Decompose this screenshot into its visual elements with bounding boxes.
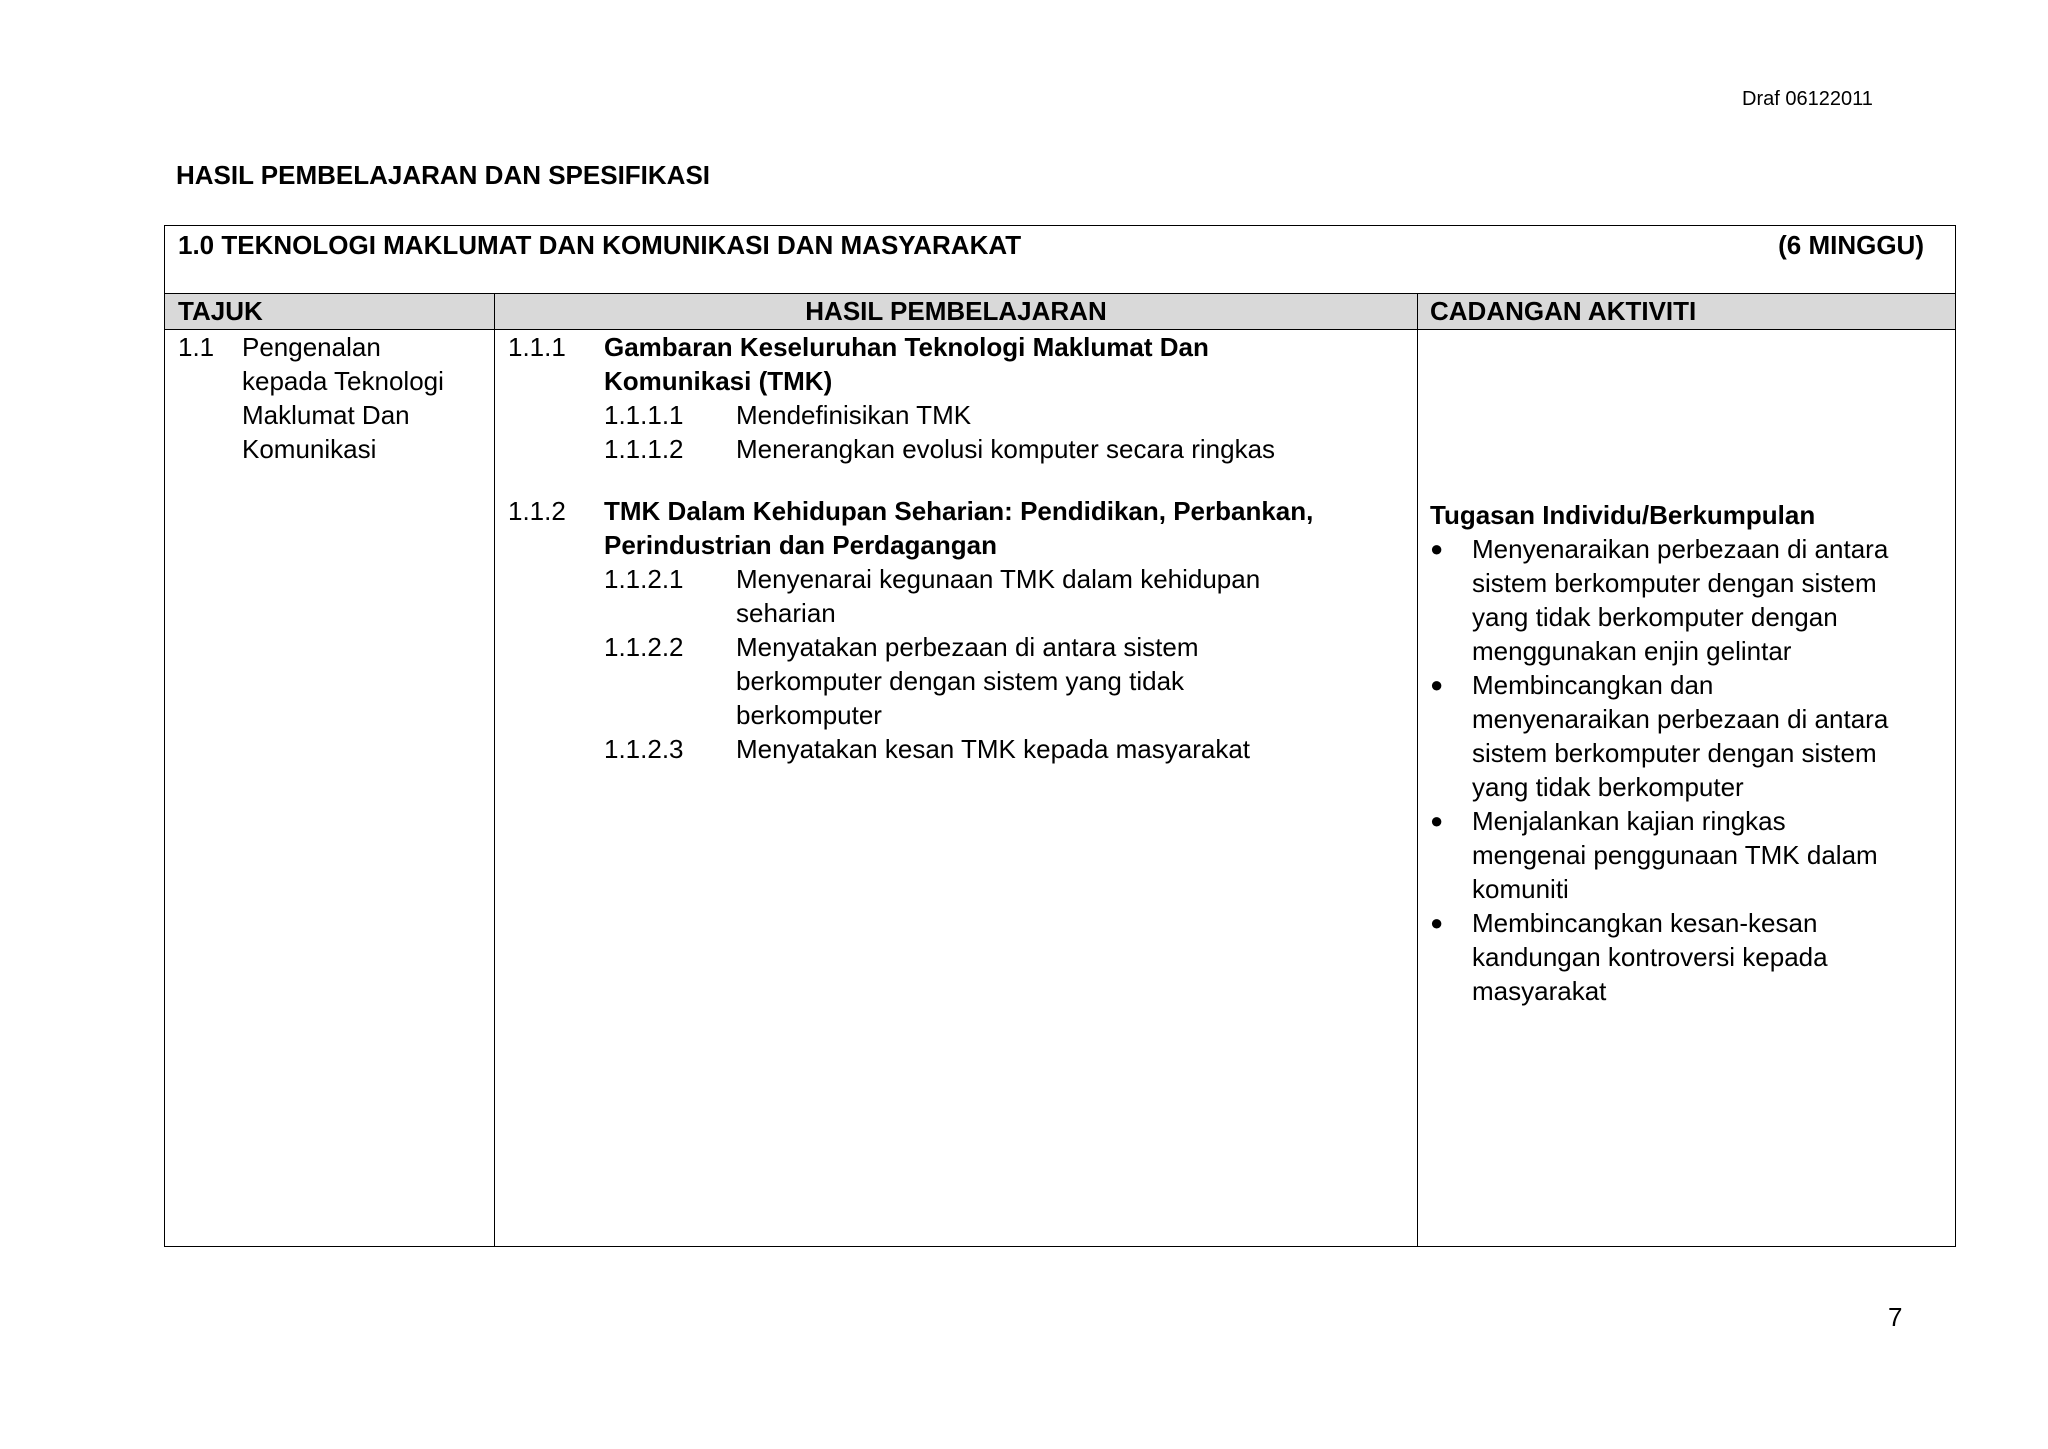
bullet-icon: ● (1430, 672, 1444, 697)
column-header-tajuk: TAJUK (178, 296, 263, 326)
activity-line: Menjalankan kajian ringkas (1472, 806, 1786, 836)
outcome-title: Gambaran Keseluruhan Teknologi Maklumat Dan (604, 332, 1209, 362)
bullet-icon: ● (1430, 536, 1444, 561)
outcome-number: 1.1.2 (508, 496, 566, 526)
outcome-item-text: berkomputer (736, 700, 882, 730)
topic-line: Komunikasi (242, 434, 377, 464)
draft-label: Draf 06122011 (1742, 88, 1873, 110)
topic-number: 1.1 (178, 332, 215, 362)
column-divider (1417, 293, 1418, 1247)
outcome-item-number: 1.1.2.3 (604, 734, 684, 764)
column-header-aktiviti: CADANGAN AKTIVITI (1430, 296, 1697, 326)
outcome-item-text: Menyatakan kesan TMK kepada masyarakat (736, 734, 1251, 764)
activity-line: masyarakat (1472, 976, 1607, 1006)
outcome-item-text: seharian (736, 598, 836, 628)
outcome-item-text: Menyenarai kegunaan TMK dalam kehidupan (736, 564, 1261, 594)
outcome-title: Perindustrian dan Perdagangan (604, 530, 997, 560)
outcome-item-number: 1.1.2.1 (604, 564, 684, 594)
section-duration: (6 MINGGU) (1778, 230, 1924, 260)
activity-heading: Tugasan Individu/Berkumpulan (1430, 500, 1816, 530)
outcome-number: 1.1.1 (508, 332, 566, 362)
outcome-title: Komunikasi (TMK) (604, 366, 833, 396)
outcome-title: TMK Dalam Kehidupan Seharian: Pendidikan, Perbankan, (604, 496, 1314, 526)
page-title: HASIL PEMBELAJARAN DAN SPESIFIKASI (176, 160, 711, 190)
activity-line: Menyenaraikan perbezaan di antara (1472, 534, 1889, 564)
bullet-icon: ● (1430, 910, 1444, 935)
outcome-item-text: berkomputer dengan sistem yang tidak (736, 666, 1185, 696)
activity-line: kandungan kontroversi kepada (1472, 942, 1828, 972)
outcome-item-number: 1.1.1.2 (604, 434, 684, 464)
activity-line: menyenaraikan perbezaan di antara (1472, 704, 1889, 734)
column-divider (494, 293, 495, 1247)
activity-line: Membincangkan kesan-kesan (1472, 908, 1818, 938)
activity-line: menggunakan enjin gelintar (1472, 636, 1792, 666)
outcome-item-text: Menyatakan perbezaan di antara sistem (736, 632, 1199, 662)
topic-line: kepada Teknologi (242, 366, 444, 396)
outcome-item-text: Mendefinisikan TMK (736, 400, 972, 430)
section-title: 1.0 TEKNOLOGI MAKLUMAT DAN KOMUNIKASI DAN MASYARAKAT (178, 230, 1022, 260)
activity-line: sistem berkomputer dengan sistem (1472, 568, 1877, 598)
bullet-icon: ● (1430, 808, 1444, 833)
page-number: 7 (1888, 1302, 1903, 1332)
activity-line: komuniti (1472, 874, 1569, 904)
column-header-hasil: HASIL PEMBELAJARAN (805, 296, 1107, 326)
outcome-item-text: Menerangkan evolusi komputer secara ringkas (736, 434, 1276, 464)
outcome-item-number: 1.1.1.1 (604, 400, 684, 430)
topic-line: Maklumat Dan (242, 400, 410, 430)
topic-line: Pengenalan (242, 332, 381, 362)
activity-line: yang tidak berkomputer (1472, 772, 1744, 802)
activity-line: sistem berkomputer dengan sistem (1472, 738, 1877, 768)
activity-line: yang tidak berkomputer dengan (1472, 602, 1838, 632)
outcome-item-number: 1.1.2.2 (604, 632, 684, 662)
activity-line: Membincangkan dan (1472, 670, 1714, 700)
activity-line: mengenai penggunaan TMK dalam (1472, 840, 1878, 870)
